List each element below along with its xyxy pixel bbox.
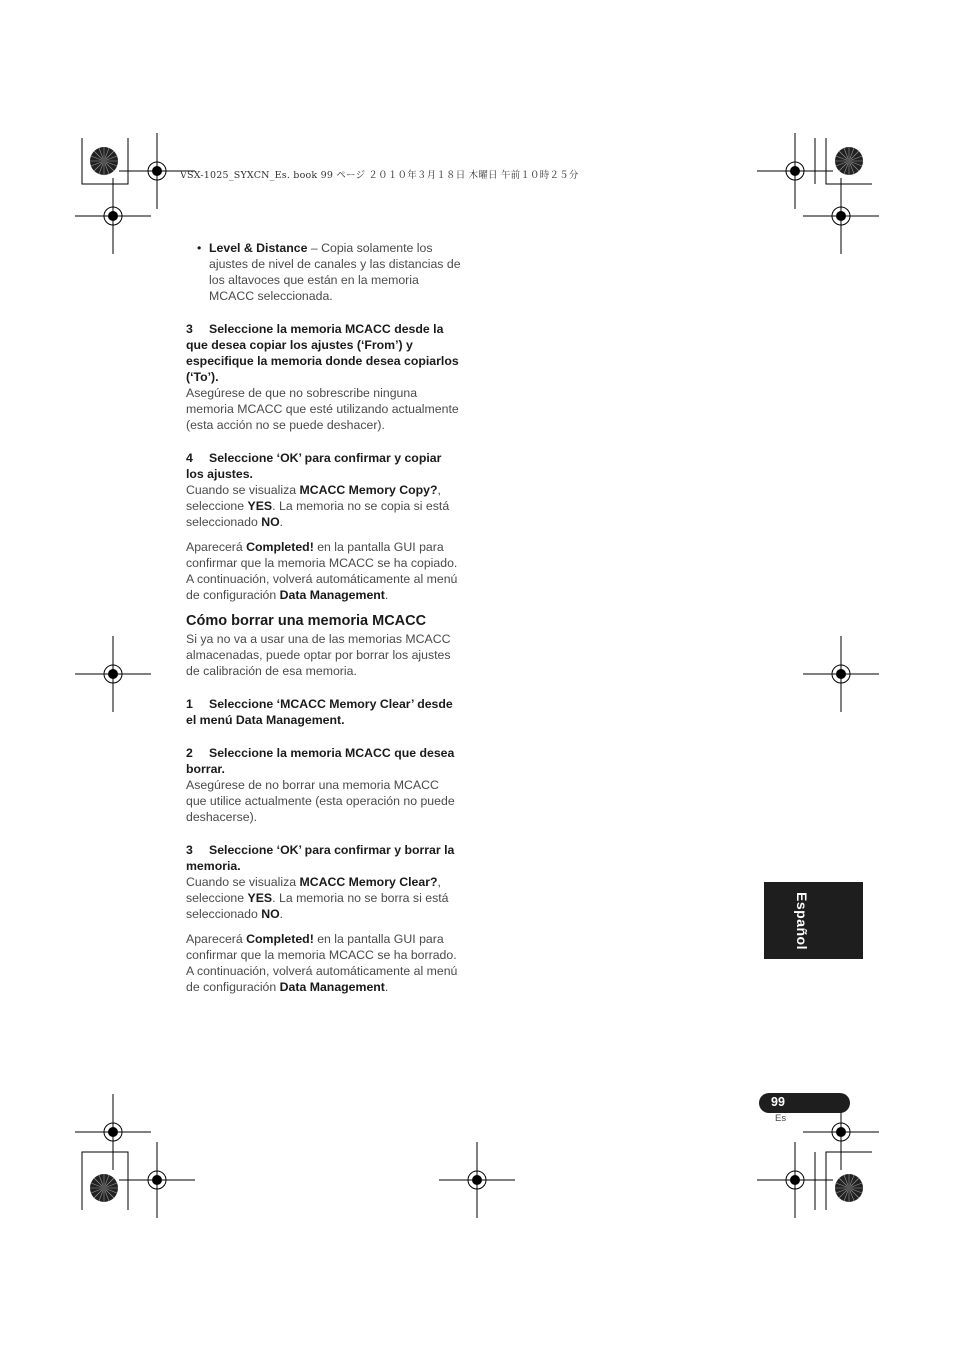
text-run: Aparecerá	[186, 540, 247, 554]
step-text: Seleccione ‘MCACC Memory Clear’ desde el menú Data Management.	[186, 697, 453, 727]
copy-step-3-body: Asegúrese de que no sobrescribe ninguna memoria MCACC que esté utilizando actualmente (esta acción no se puede deshacer).	[186, 386, 459, 432]
page-number: 99	[771, 1095, 785, 1109]
no-label: NO	[261, 907, 280, 921]
text-run: Cuando se visualiza	[186, 875, 300, 889]
bullet-paragraph	[209, 240, 462, 304]
step-text: Seleccione la memoria MCACC que desea borrar.	[186, 746, 455, 776]
menu-name: Data Management	[279, 588, 385, 602]
copy-step-3-title	[186, 321, 462, 385]
clear-step-1-title	[186, 696, 462, 728]
main-text-column	[186, 240, 462, 995]
clear-confirm-paragraph	[186, 874, 462, 922]
text-run: .	[384, 980, 389, 994]
step-number: 4	[186, 451, 193, 465]
clear-prompt: MCACC Memory Clear?	[299, 875, 438, 889]
clear-step-2-title	[186, 745, 462, 777]
copy-step-4-title	[186, 450, 462, 482]
no-label: NO	[261, 515, 280, 529]
language-tab-label: Español	[794, 891, 810, 950]
copy-confirm-paragraph	[186, 482, 462, 530]
bullet-dot: •	[197, 241, 202, 255]
text-run: .	[279, 515, 284, 529]
step-number: 3	[186, 843, 193, 857]
copy-done-paragraph	[186, 539, 462, 603]
text-run: , seleccione	[186, 483, 441, 513]
step-number: 1	[186, 697, 193, 711]
clear-done-paragraph	[186, 931, 462, 995]
text-run: Aparecerá	[186, 932, 247, 946]
completed-label: Completed!	[246, 932, 314, 946]
completed-label: Completed!	[246, 540, 314, 554]
menu-name: Data Management	[279, 980, 385, 994]
step-text: Seleccione ‘OK’ para confirmar y copiar los ajustes.	[186, 451, 442, 481]
text-run: . La memoria no se copia si está seleccionado	[186, 499, 450, 529]
text-run: Cuando se visualiza	[186, 483, 300, 497]
step-number: 3	[186, 322, 193, 336]
text-run: .	[279, 907, 284, 921]
text-run: en la pantalla GUI para confirmar que la memoria MCACC se ha copiado. A continuación, volverá automáticamente al menú de configuración	[186, 540, 458, 602]
bullet-level-distance	[186, 240, 462, 304]
page-number-badge	[759, 1093, 850, 1113]
text-run: , seleccione	[186, 875, 441, 905]
page-language-code: Es	[775, 1113, 787, 1124]
bullet-title: Level & Distance	[209, 241, 308, 255]
yes-label: YES	[247, 499, 273, 513]
print-file-info: VSX-1025_SYXCN_Es. book 99 ページ ２０１０年３月１８日 木曜日 午前１０時２５分	[180, 170, 579, 181]
clear-step-3-title	[186, 842, 462, 874]
text-run: .	[384, 588, 389, 602]
text-run: . La memoria no se borra si está seleccionado	[186, 891, 449, 921]
text-run: en la pantalla GUI para confirmar que la memoria MCACC se ha borrado. A continuación, volverá automáticamente al menú de configuración	[186, 932, 458, 994]
section-title: Cómo borrar una memoria MCACC	[186, 613, 427, 629]
section-intro: Si ya no va a usar una de las memorias MCACC almacenadas, puede optar por borrar los ajustes de calibración de esa memoria.	[186, 632, 451, 678]
step-text: Seleccione la memoria MCACC desde la que desea copiar los ajustes (‘From’) y especifique la memoria donde desea copiarlos (‘To’).	[186, 322, 459, 384]
step-text: Seleccione ‘OK’ para confirmar y borrar la memoria.	[186, 843, 455, 873]
yes-label: YES	[247, 891, 273, 905]
bullet-text: – Copia solamente los ajustes de nivel de canales y las distancias de los altavoces que están en la memoria MCACC seleccionada.	[209, 241, 461, 303]
copy-prompt: MCACC Memory Copy?	[299, 483, 438, 497]
clear-step-2-body: Asegúrese de no borrar una memoria MCACC que utilice actualmente (esta operación no puede deshacerse).	[186, 778, 455, 824]
step-number: 2	[186, 746, 193, 760]
language-tab	[764, 882, 863, 959]
